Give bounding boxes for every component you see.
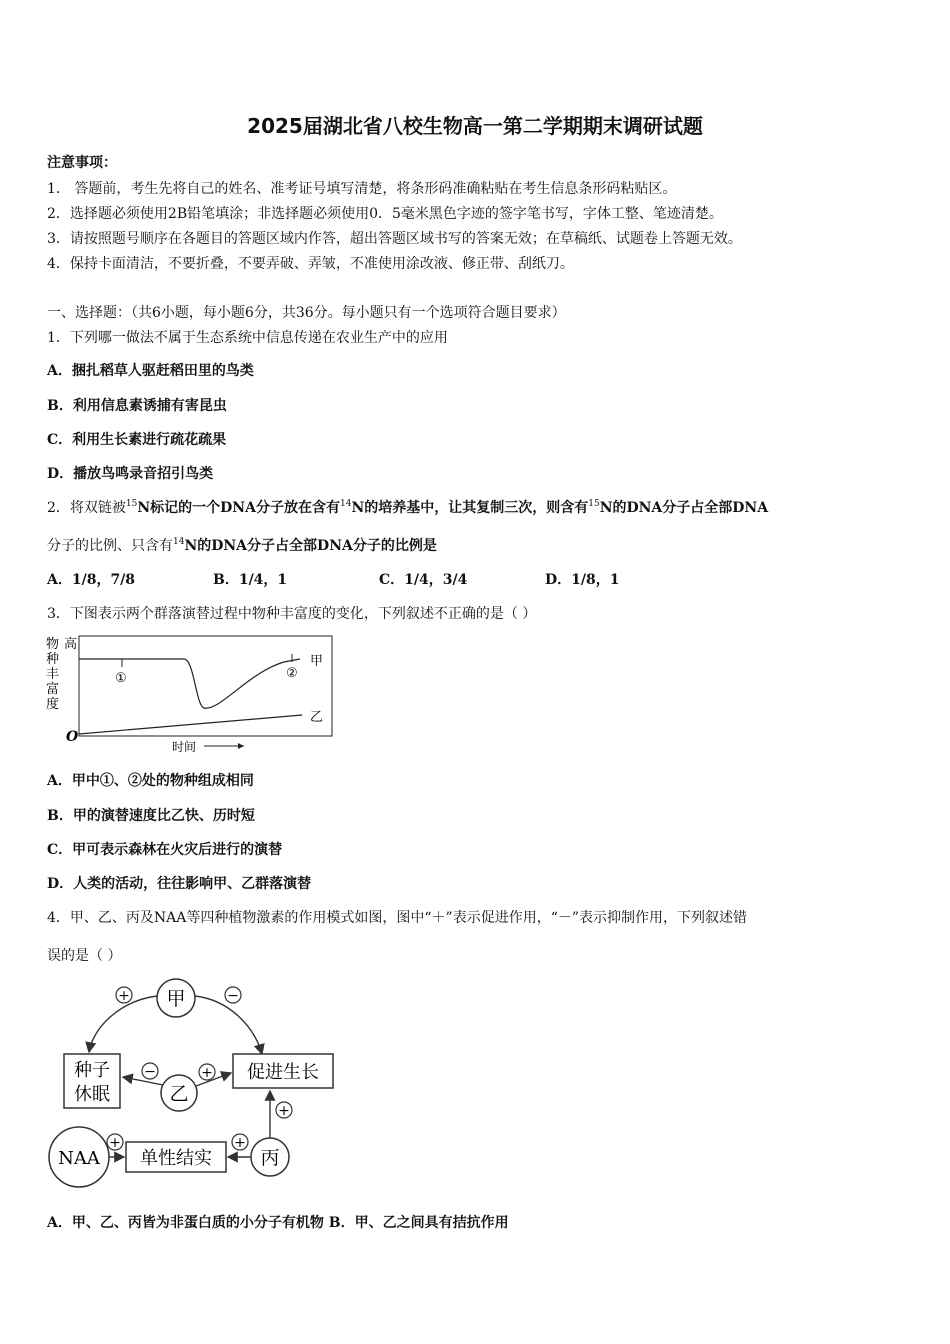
q3-curve-yi	[79, 715, 302, 734]
q3-y-label	[46, 636, 59, 712]
page-title: 2025届湖北省八校生物高一第二学期期末调研试题	[247, 114, 703, 138]
q3-ylabel-char-5: 度	[46, 697, 60, 712]
q3-succession-figure	[44, 632, 344, 756]
q3-stem: 3．下图表示两个群落演替过程中物种丰富度的变化，下列叙述不正确的是（ ）	[47, 606, 537, 622]
q4-node-jia-label: 甲	[166, 988, 186, 1010]
q3-option-c: C．甲可表示森林在火灾后进行的演替	[47, 842, 283, 858]
q2-sup-15: 15	[125, 499, 138, 509]
q2-text-3: N的培养基中，让其复制三次，则含有	[351, 500, 589, 516]
q3-label-jia: 甲	[310, 654, 324, 669]
q4-sign-plus-5-text: +	[278, 1103, 290, 1119]
q3-option-a: A．甲中①、②处的物种组成相同	[47, 773, 254, 789]
q4-options-line: A．甲、乙、丙皆为非蛋白质的小分子有机物 B．甲、乙之间具有拮抗作用	[47, 1215, 509, 1231]
q4-node-naa-label: NAA	[58, 1148, 100, 1169]
q1-option-b: B．利用信息素诱捕有害昆虫	[47, 398, 227, 414]
q3-ylabel-char-1: 物	[46, 637, 60, 652]
q1-option-c: C．利用生长素进行疏花疏果	[47, 432, 227, 448]
q2-sup-14: 14	[339, 499, 352, 509]
q4-box-growth-label: 促进生长	[247, 1062, 319, 1083]
q2-text-1: 2．将双链被	[47, 500, 126, 516]
notice-item-2: 2．选择题必须使用2B铅笔填涂；非选择题必须使用0．5毫米黑色字迹的签字笔书写，字体工整、笔迹清楚。	[47, 206, 723, 222]
q3-high-label: 高	[64, 637, 78, 652]
q4-sign-plus-2-text: +	[201, 1065, 213, 1081]
q4-sign-minus-1-text: −	[227, 988, 239, 1004]
q4-box-seed-label-1: 种子	[74, 1060, 110, 1081]
q4-sign-minus-2-text: −	[144, 1064, 156, 1080]
q4-hormone-figure	[44, 976, 340, 1190]
q3-curve-jia	[79, 659, 300, 708]
q1-stem: 1．下列哪一做法不属于生态系统中信息传递在农业生产中的应用	[47, 330, 448, 346]
q3-option-d: D．人类的活动，往往影响甲、乙群落演替	[47, 876, 312, 892]
q2-sup-15b: 15	[588, 499, 600, 509]
q3-label-yi: 乙	[310, 710, 324, 725]
q3-mark-1: ①	[115, 671, 127, 686]
q2-text-2: N标记的一个DNA分子放在含有	[137, 500, 340, 516]
q1-option-a: A．捆扎稻草人驱赶稻田里的鸟类	[47, 363, 254, 379]
q3-ylabel-char-2: 种	[46, 652, 60, 667]
q4-stem-line2: 误的是（ ）	[47, 948, 122, 964]
q2-text-4: N的DNA分子占全部DNA	[599, 500, 769, 516]
q2-option-a: A．1/8，7/8	[47, 572, 136, 588]
notice-item-4: 4．保持卡面清洁，不要折叠，不要弄破、弄皱，不准使用涂改液、修正带、刮纸刀。	[47, 256, 574, 272]
q2-text-5: 分子的比例、只含有	[47, 538, 173, 554]
q2-stem-line2	[47, 535, 437, 555]
q4-node-yi-label: 乙	[169, 1083, 189, 1105]
q4-node-bing-label: 丙	[260, 1147, 280, 1169]
q4-arrow-jia-growth	[195, 996, 262, 1054]
q2-stem-line1	[47, 497, 768, 517]
q2-text-6: N的DNA分子占全部DNA分子的比例是	[184, 538, 437, 554]
section-heading: 一、选择题：（共6小题，每小题6分，共36分。每小题只有一个选项符合题目要求）	[47, 305, 566, 321]
q3-x-label: 时间	[172, 740, 197, 754]
q3-plot-frame	[79, 636, 332, 736]
q2-sup-14b: 14	[173, 537, 185, 547]
q1-option-d: D．播放鸟鸣录音招引鸟类	[47, 466, 214, 482]
notice-item-1: 1． 答题前，考生先将自己的姓名、准考证号填写清楚，将条形码准确粘贴在考生信息条形码粘贴区。	[47, 181, 677, 197]
q3-mark-2: ②	[286, 666, 298, 681]
notice-heading: 注意事项：	[47, 155, 117, 171]
q4-box-fruit-label: 单性结实	[140, 1148, 212, 1169]
q4-sign-plus-3-text: +	[109, 1135, 121, 1151]
q2-option-b: B．1/4，1	[213, 572, 288, 588]
q4-arrow-yi-seed	[123, 1077, 163, 1085]
q4-arrow-jia-seed	[89, 996, 157, 1052]
q2-options	[47, 569, 711, 589]
q3-option-b: B．甲的演替速度比乙快、历时短	[47, 808, 255, 824]
q4-sign-plus-1-text: +	[118, 988, 130, 1004]
q4-stem-line1: 4．甲、乙、丙及NAA等四种植物激素的作用模式如图，图中“＋”表示促进作用，“－”表示抑制作用，下列叙述错	[47, 910, 748, 926]
notice-item-3: 3．请按照题号顺序在各题目的答题区域内作答，超出答题区域书写的答案无效；在草稿纸、试题卷上答题无效。	[47, 231, 742, 247]
q3-ylabel-char-4: 富	[46, 682, 60, 697]
q3-ylabel-char-3: 丰	[46, 667, 60, 682]
q3-x-arrow-head	[238, 743, 244, 749]
q4-sign-plus-4-text: +	[234, 1135, 246, 1151]
q2-option-d: D．1/8，1	[545, 572, 620, 588]
q2-option-c: C．1/4，3/4	[379, 572, 468, 588]
q3-origin-label: O	[66, 729, 79, 745]
q4-box-seed-label-2: 休眠	[74, 1084, 110, 1105]
